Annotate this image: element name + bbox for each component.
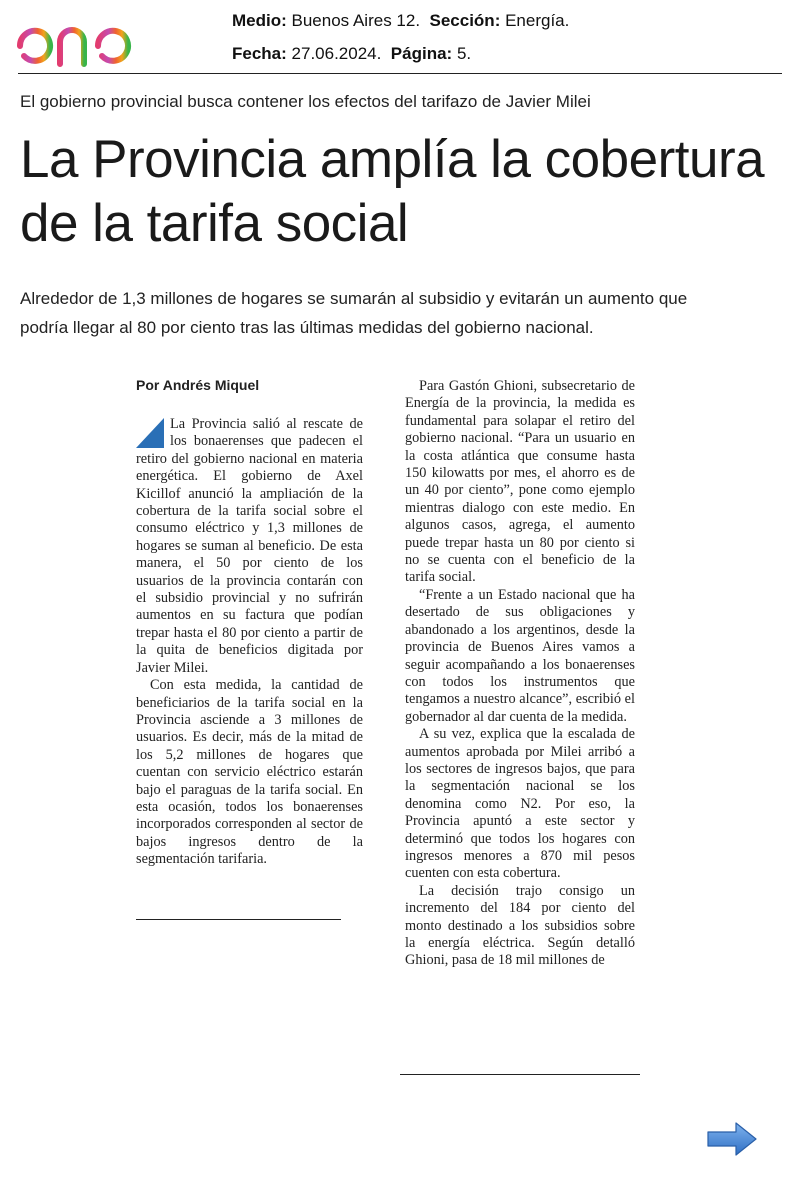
enel-logo [14, 8, 184, 70]
fecha-label: Fecha: [232, 44, 287, 63]
column-1-end-rule [136, 919, 341, 920]
header-divider [18, 73, 782, 74]
article-byline: Por Andrés Miquel [136, 377, 260, 393]
article-subhead: Alrededor de 1,3 millones de hogares se sumarán al subsidio y evitarán un aumento que podría llegar al 80 por ciento tras las últimas medidas del gobierno nacional. [20, 289, 688, 337]
paragraph: “Frente a un Estado nacional que ha desertado de sus obligaciones y abandonado a los argentinos, desde la provincia de Buenos Aires vamos a seguir acompañando a los bonaerenses con todos los instrumentos que tengamos a nuestro alcance”, escribió el gobernador al dar cuenta de la medida. [405, 586, 635, 725]
clipping-metadata [232, 8, 569, 74]
seccion-value: Energía. [505, 11, 570, 30]
paragraph-text: La Provincia salió al rescate de los bonaerenses que padecen el retiro del gobierno nacional en materia energética. El gobierno de Axel Kicillof anunció la ampliación de la cobertura de la tarifa social sobre el consumo eléctrico y 1,3 millones de hogares se suman al beneficio. De esta manera, el 50 por ciento de los usuarios de la provincia contarán con el subsidio provincial y no sufrirán aumentos en su factura que podían trepar hasta el 80 por ciento a partir de la quita de beneficios digitada por Javier Milei. [136, 416, 363, 676]
paragraph [136, 416, 363, 677]
paragraph: Para Gastón Ghioni, subsecretario de Energía de la provincia, la medida es fundamental para solapar el retiro del gobierno nacional. “Para un usuario en la costa atlántica que consume hasta 150 kilowatts por mes, el ahorro es de un 40 por ciento”, pone como ejemplo mientras dialogo con este medio. En algunos casos, agrega, el aumento puede trepar hasta un 80 por ciento si no se cuenta con el beneficio de la tarifa social. [405, 378, 635, 586]
article-headline: La Provincia amplía la cobertura de la tarifa social [20, 130, 765, 253]
article-column-2 [405, 378, 635, 970]
fecha-value: 27.06.2024. [291, 44, 382, 63]
paragraph: A su vez, explica que la escalada de aumentos aprobada por Milei arribó a los sectores de ingresos bajos, que para la segmentación nacional se los denomina como N2. Por eso, la Provincia apuntó a este sector y determinó que todos los hogares con ingresos menores a 870 mil pesos cuenten con esta cobertura. [405, 726, 635, 882]
article-kicker: El gobierno provincial busca contener los efectos del tarifazo de Javier Milei [20, 92, 591, 111]
column-2-end-rule [400, 1074, 640, 1075]
article-column-1 [136, 416, 363, 869]
medio-value: Buenos Aires 12. [291, 11, 421, 30]
metadata-row-fecha [232, 41, 569, 74]
paragraph: La decisión trajo consigo un incremento del 184 por ciento del monto destinado a los subsidios sobre la energía eléctrica. Según detalló Ghioni, pasa de 18 mil millones de [405, 882, 635, 969]
metadata-row-medio [232, 8, 569, 41]
medio-label: Medio: [232, 11, 287, 30]
pagina-value: 5. [456, 44, 472, 63]
drop-triangle-icon [136, 418, 164, 448]
paragraph: Con esta medida, la cantidad de beneficiarios de la tarifa social en la Provincia asciende a 3 millones de usuarios. Es decir, más de la mitad de los 5,2 millones de hogares que cuentan con servicio eléctrico estarán bajo el paraguas de la tarifa social. En esta ocasión, todos los bonaerenses incorporados corresponden al sector de bajos ingresos dentro de la segmentación tarifaria. [136, 677, 363, 868]
right-arrow-icon[interactable] [706, 1121, 758, 1157]
pagina-label: Página: [390, 44, 453, 63]
seccion-label: Sección: [429, 11, 501, 30]
